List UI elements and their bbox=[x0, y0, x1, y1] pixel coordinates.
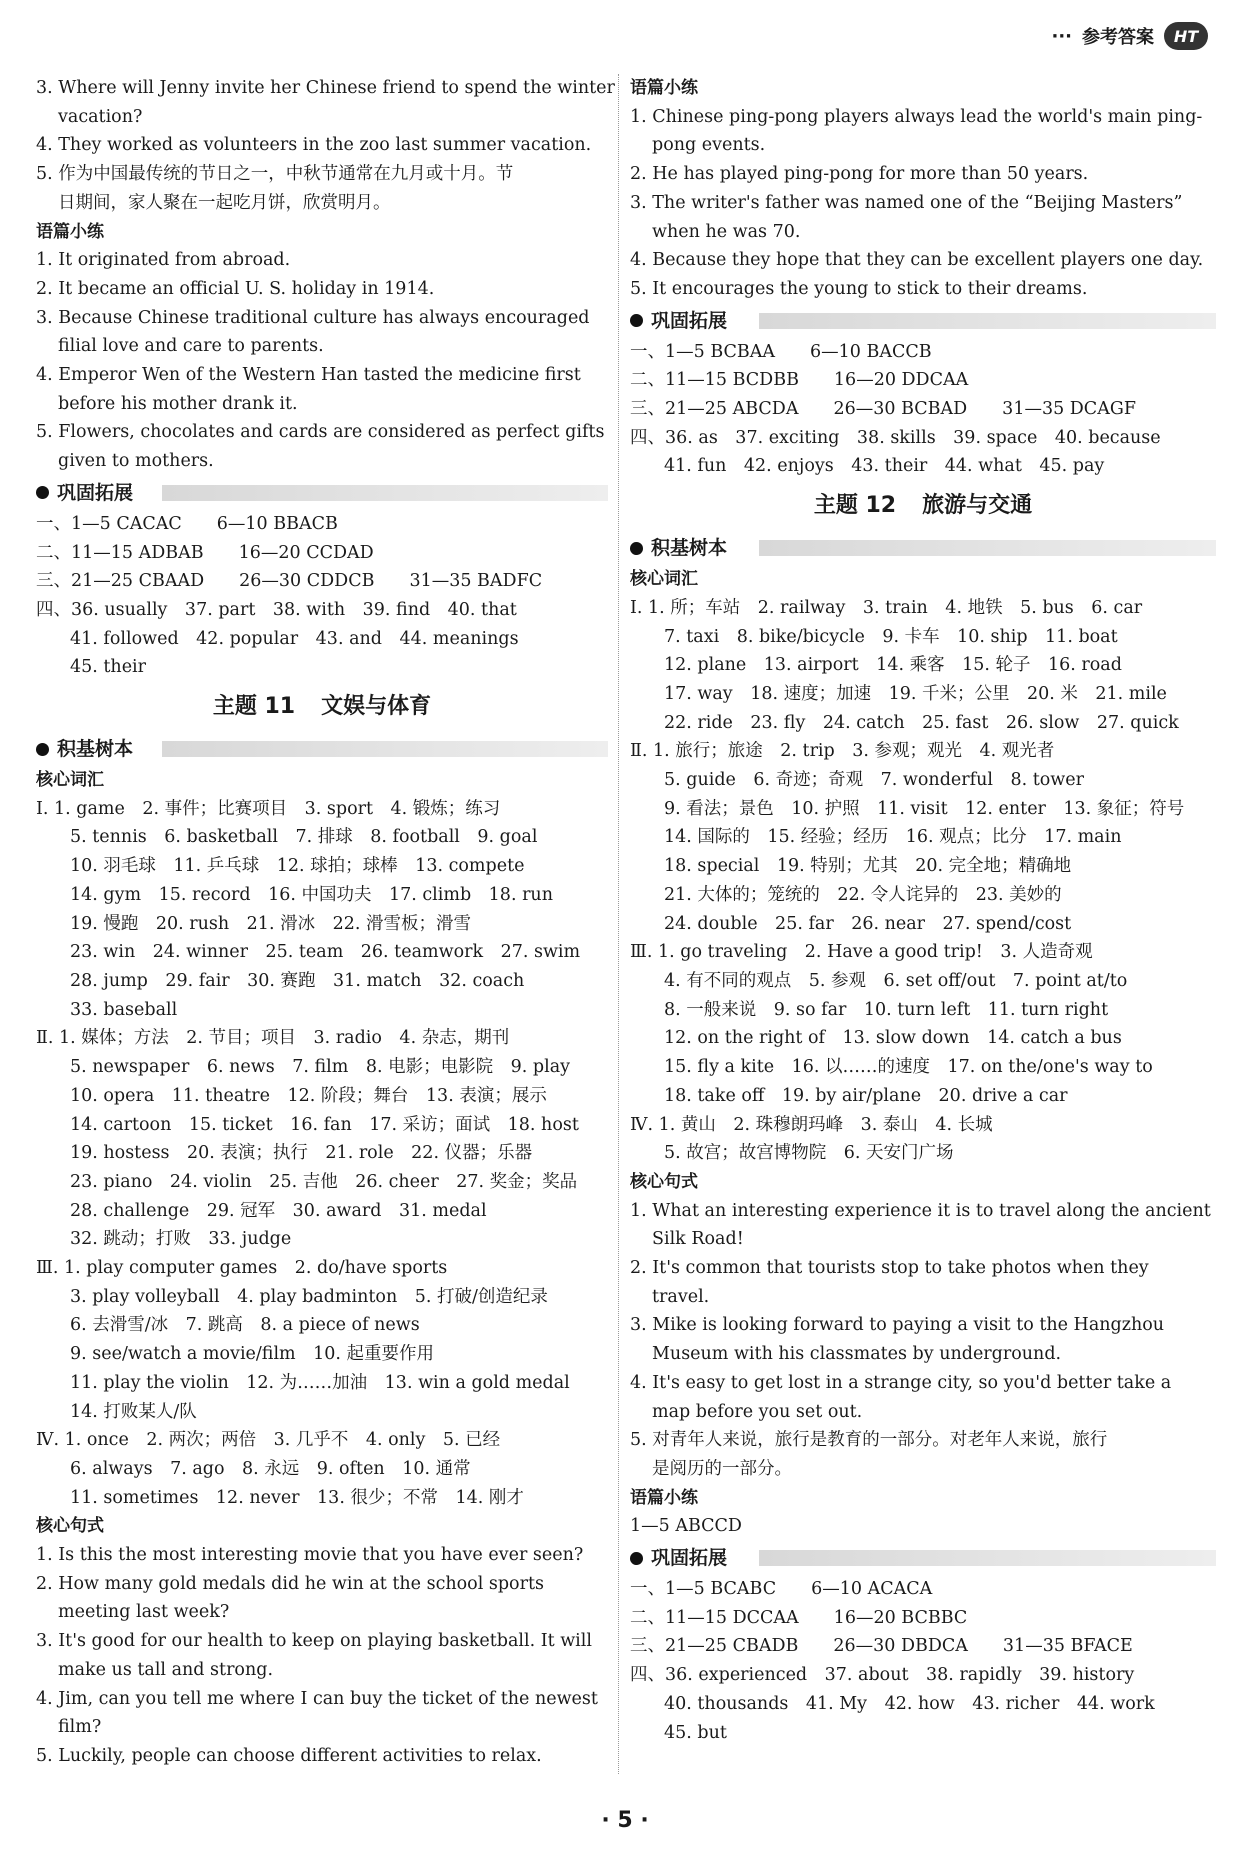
answer-line: 14. 国际的 15. 经验；经历 16. 观点；比分 17. main bbox=[664, 827, 1122, 848]
answer-line: 28. jump 29. fair 30. 赛跑 31. match 32. coach bbox=[70, 970, 525, 991]
answer-line: 二、11—15 ADBAB 16—20 CCDAD bbox=[36, 542, 374, 563]
answer-line: 6. 去滑雪/冰 7. 跳高 8. a piece of news bbox=[70, 1315, 420, 1336]
answer-line: 4. Emperor Wen of the Western Han tasted the medicine first bbox=[36, 365, 581, 386]
answer-line: 6. always 7. ago 8. 永远 9. often 10. 通常 bbox=[70, 1458, 471, 1479]
answer-line: 45. their bbox=[70, 657, 147, 678]
bullet-dot-icon bbox=[630, 314, 643, 327]
answer-line: pong events. bbox=[652, 135, 766, 156]
answer-line: 7. taxi 8. bike/bicycle 9. 卡车 10. ship 11. boat bbox=[664, 626, 1118, 647]
answer-line: 11. play the violin 12. 为……加油 13. win a gold medal bbox=[70, 1372, 570, 1393]
answer-line: 1. Is this the most interesting movie that you have ever seen? bbox=[36, 1545, 584, 1566]
section-heading-basis: 积基树本 bbox=[630, 531, 1216, 565]
answer-line: 12. plane 13. airport 14. 乘客 15. 轮子 16. road bbox=[664, 655, 1122, 676]
reading-practice-heading: 语篇小练 bbox=[630, 1487, 698, 1508]
answer-line: when he was 70. bbox=[652, 221, 801, 242]
answer-line: 15. fly a kite 16. 以……的速度 17. on the/one's way to bbox=[664, 1057, 1153, 1078]
page-header bbox=[1051, 22, 1208, 50]
answer-line: 1. Chinese ping-pong players always lead the world's main ping- bbox=[630, 106, 1203, 127]
answer-line: 28. challenge 29. 冠军 30. award 31. medal bbox=[70, 1200, 487, 1221]
answer-line: 5. Luckily, people can choose different activities to relax. bbox=[36, 1745, 542, 1766]
bullet-dot-icon bbox=[36, 486, 49, 499]
section-heading-basis: 积基树本 bbox=[36, 732, 608, 766]
answer-line: Ⅲ. 1. play computer games 2. do/have sports bbox=[36, 1258, 448, 1279]
answer-line: 1. What an interesting experience it is to travel along the ancient bbox=[630, 1200, 1211, 1221]
answer-line: 4. They worked as volunteers in the zoo last summer vacation. bbox=[36, 135, 592, 156]
answer-line: 19. hostess 20. 表演；执行 21. role 22. 仪器；乐器 bbox=[70, 1143, 533, 1164]
answer-line: 11. sometimes 12. never 13. 很少；不常 14. 刚才 bbox=[70, 1487, 524, 1508]
answer-line: 四、36. as 37. exciting 38. skills 39. space 40. because bbox=[630, 427, 1161, 448]
topic-title: 主题 12 旅游与交通 bbox=[813, 493, 1033, 519]
answer-line: 9. see/watch a movie/film 10. 起重要作用 bbox=[70, 1344, 435, 1365]
answer-line: make us tall and strong. bbox=[58, 1659, 274, 1680]
answer-line: 19. 慢跑 20. rush 21. 滑冰 22. 滑雪板；滑雪 bbox=[70, 913, 471, 934]
answer-line: 四、36. experienced 37. about 38. rapidly 39. history bbox=[630, 1665, 1135, 1686]
answer-line: 4. Jim, can you tell me where I can buy the ticket of the newest bbox=[36, 1688, 598, 1709]
answer-line: 4. 有不同的观点 5. 参观 6. set off/out 7. point at/to bbox=[664, 970, 1128, 991]
answer-line: 一、1—5 BCBAA 6—10 BACCB bbox=[630, 341, 932, 362]
answer-line: before his mother drank it. bbox=[58, 393, 298, 414]
header-title: 参考答案 bbox=[1082, 27, 1154, 48]
reading-practice-heading: 语篇小练 bbox=[36, 221, 104, 242]
answer-line: 四、36. usually 37. part 38. with 39. find 40. that bbox=[36, 599, 517, 620]
answer-line: 三、21—25 CBADB 26—30 DBDCA 31—35 BFACE bbox=[630, 1636, 1133, 1657]
answer-line: travel. bbox=[652, 1286, 710, 1307]
answer-line: 3. Where will Jenny invite her Chinese friend to spend the winter bbox=[36, 78, 615, 98]
answer-line: 9. 看法；景色 10. 护照 11. visit 12. enter 13. 象征；符号 bbox=[664, 798, 1185, 819]
reading-practice-heading: 语篇小练 bbox=[630, 78, 698, 98]
answer-line: Ⅰ. 1. game 2. 事件；比赛项目 3. sport 4. 锻炼；练习 bbox=[36, 798, 501, 819]
answer-line: 3. It's good for our health to keep on playing basketball. It will bbox=[36, 1631, 592, 1652]
answer-line: 5. newspaper 6. news 7. film 8. 电影；电影院 9. play bbox=[70, 1057, 571, 1078]
section-heading-consolidate: 巩固拓展 bbox=[630, 1541, 1216, 1575]
answer-line: 3. play volleyball 4. play badminton 5. 打破/创造纪录 bbox=[70, 1286, 548, 1307]
column-divider bbox=[618, 74, 619, 1774]
answer-line: 14. gym 15. record 16. 中国功夫 17. climb 18. run bbox=[70, 884, 553, 905]
answer-line: 14. 打败某人/队 bbox=[70, 1401, 197, 1422]
answer-line: meeting last week? bbox=[58, 1602, 230, 1623]
core-sentence-heading: 核心句式 bbox=[630, 1171, 698, 1192]
answer-line: 41. followed 42. popular 43. and 44. meanings bbox=[70, 628, 519, 649]
answer-line: 5. Flowers, chocolates and cards are considered as perfect gifts bbox=[36, 422, 605, 443]
answer-line: Ⅱ. 1. 媒体；方法 2. 节目；项目 3. radio 4. 杂志，期刊 bbox=[36, 1028, 510, 1049]
answer-line: 32. 跳动；打败 33. judge bbox=[70, 1229, 292, 1250]
bullet-dot-icon bbox=[630, 1552, 643, 1565]
answer-line: given to mothers. bbox=[58, 451, 214, 472]
answer-line: 5. 对青年人来说，旅行是教育的一部分。对老年人来说，旅行 bbox=[630, 1430, 1108, 1451]
brand-logo: HT bbox=[1164, 22, 1208, 50]
answer-line: 40. thousands 41. My 42. how 43. richer 44. work bbox=[664, 1693, 1155, 1714]
answer-line: 5. tennis 6. basketball 7. 排球 8. football 9. goal bbox=[70, 827, 538, 848]
answer-line: 24. double 25. far 26. near 27. spend/cost bbox=[664, 913, 1072, 934]
answer-line: 1—5 ABCCD bbox=[630, 1516, 742, 1537]
answer-line: 1. It originated from abroad. bbox=[36, 250, 291, 271]
answer-line: 三、21—25 ABCDA 26—30 BCBAD 31—35 DCAGF bbox=[630, 399, 1136, 420]
answer-line: filial love and care to parents. bbox=[58, 336, 324, 357]
answer-line: Ⅱ. 1. 旅行；旅途 2. trip 3. 参观；观光 4. 观光者 bbox=[630, 741, 1055, 762]
answer-line: 5. It encourages the young to stick to their dreams. bbox=[630, 278, 1088, 299]
core-sentence-heading: 核心句式 bbox=[36, 1516, 104, 1537]
core-vocab-heading: 核心词汇 bbox=[630, 569, 698, 590]
answer-line: Ⅳ. 1. once 2. 两次；两倍 3. 几乎不 4. only 5. 已经 bbox=[36, 1430, 501, 1451]
answer-line: Silk Road! bbox=[652, 1229, 744, 1250]
answer-line: 23. win 24. winner 25. team 26. teamwork 27. swim bbox=[70, 942, 581, 963]
answer-line: 二、11—15 BCDBB 16—20 DDCAA bbox=[630, 370, 969, 391]
answer-line: 41. fun 42. enjoys 43. their 44. what 45. pay bbox=[664, 456, 1105, 477]
answer-line: 14. cartoon 15. ticket 16. fan 17. 采访；面试 18. host bbox=[70, 1114, 579, 1135]
answer-line: 三、21—25 CBAAD 26—30 CDDCB 31—35 BADFC bbox=[36, 571, 543, 592]
left-column bbox=[36, 74, 615, 1771]
answer-line: 4. It's easy to get lost in a strange city, so you'd better take a bbox=[630, 1372, 1172, 1393]
topic-title: 主题 11 文娱与体育 bbox=[212, 694, 432, 720]
answer-line: map before you set out. bbox=[652, 1401, 863, 1422]
answer-line: Ⅰ. 1. 所；车站 2. railway 3. train 4. 地铁 5. bus 6. car bbox=[630, 597, 1143, 618]
answer-line: 3. The writer's father was named one of the “Beijing Masters” bbox=[630, 192, 1183, 213]
answer-line: 12. on the right of 13. slow down 14. catch a bus bbox=[664, 1028, 1122, 1049]
answer-line: 5. 作为中国最传统的节日之一，中秋节通常在九月或十月。节 bbox=[36, 164, 514, 185]
header-dots: ··· bbox=[1051, 25, 1072, 47]
right-column bbox=[630, 74, 1216, 1747]
answer-line: 45. but bbox=[664, 1722, 727, 1743]
answer-line: 22. ride 23. fly 24. catch 25. fast 26. slow 27. quick bbox=[664, 712, 1179, 733]
answer-line: 日期间，家人聚在一起吃月饼，欣赏明月。 bbox=[58, 192, 391, 213]
answer-line: 8. 一般来说 9. so far 10. turn left 11. turn right bbox=[664, 999, 1109, 1020]
answer-line: 3. Because Chinese traditional culture has always encouraged bbox=[36, 307, 590, 328]
answer-line: 10. opera 11. theatre 12. 阶段；舞台 13. 表演；展示 bbox=[70, 1085, 547, 1106]
answer-line: 23. piano 24. violin 25. 吉他 26. cheer 27. 奖金；奖品 bbox=[70, 1171, 578, 1192]
answer-line: 3. Mike is looking forward to paying a visit to the Hangzhou bbox=[630, 1315, 1165, 1336]
answer-line: 5. 故宫；故宫博物院 6. 天安门广场 bbox=[664, 1143, 954, 1164]
answer-line: 是阅历的一部分。 bbox=[652, 1458, 792, 1479]
answer-line: Ⅲ. 1. go traveling 2. Have a good trip! 3. 人造奇观 bbox=[630, 942, 1093, 963]
answer-line: 2. It's common that tourists stop to take photos when they bbox=[630, 1258, 1149, 1279]
answer-line: film? bbox=[58, 1717, 102, 1738]
answer-line: Museum with his classmates by underground. bbox=[652, 1344, 1062, 1365]
bullet-dot-icon bbox=[630, 542, 643, 555]
answer-line: 二、11—15 DCCAA 16—20 BCBBC bbox=[630, 1607, 968, 1628]
answer-line: 17. way 18. 速度；加速 19. 千米；公里 20. 米 21. mile bbox=[664, 683, 1167, 704]
section-heading-consolidate: 巩固拓展 bbox=[630, 304, 1216, 338]
answer-line: 2. How many gold medals did he win at the school sports bbox=[36, 1573, 544, 1594]
answer-line: 2. He has played ping-pong for more than 50 years. bbox=[630, 164, 1089, 185]
answer-line: 10. 羽毛球 11. 乒乓球 12. 球拍；球棒 13. compete bbox=[70, 856, 525, 877]
bullet-dot-icon bbox=[36, 743, 49, 756]
answer-line: 一、1—5 CACAC 6—10 BBACB bbox=[36, 513, 338, 534]
answer-line: 一、1—5 BCABC 6—10 ACACA bbox=[630, 1579, 933, 1600]
core-vocab-heading: 核心词汇 bbox=[36, 770, 104, 791]
page-number: · 5 · bbox=[601, 1808, 649, 1833]
answer-line: 21. 大体的；笼统的 22. 令人诧异的 23. 美妙的 bbox=[664, 884, 1062, 905]
answer-line: 33. baseball bbox=[70, 999, 178, 1020]
answer-line: vacation? bbox=[58, 106, 143, 127]
answer-line: 5. guide 6. 奇迹；奇观 7. wonderful 8. tower bbox=[664, 770, 1084, 791]
section-heading-consolidate: 巩固拓展 bbox=[36, 476, 608, 510]
answer-line: 4. Because they hope that they can be excellent players one day. bbox=[630, 250, 1204, 271]
answer-line: 18. take off 19. by air/plane 20. drive a car bbox=[664, 1085, 1068, 1106]
answer-line: 18. special 19. 特别；尤其 20. 完全地；精确地 bbox=[664, 856, 1072, 877]
answer-line: Ⅳ. 1. 黄山 2. 珠穆朗玛峰 3. 泰山 4. 长城 bbox=[630, 1114, 993, 1135]
answer-line: 2. It became an official U. S. holiday in 1914. bbox=[36, 278, 435, 299]
